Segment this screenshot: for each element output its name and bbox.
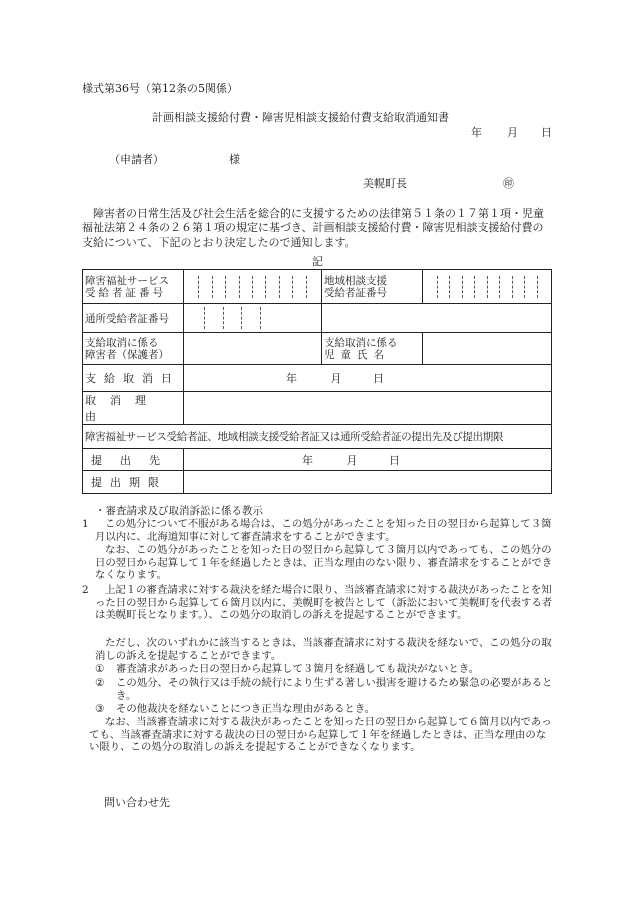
row-deadline — [83, 471, 552, 494]
svc-cert-label — [83, 270, 184, 304]
daycare-cert-blank — [322, 304, 552, 333]
cancel-person-value[interactable] — [184, 333, 322, 365]
notice-sub-2-number: ② — [95, 677, 105, 689]
cancel-child-label-1: 支給取消に係る — [324, 336, 398, 349]
submit-date-day: 日 — [389, 453, 400, 467]
regional-cert-number-boxes[interactable] — [423, 270, 552, 304]
intro-paragraph: 障害者の日常生活及び社会生活を総合的に支援するための法律第５１条の１７第１項・児童福祉法第２４条の２６第１項の規定に基づき、計画相談支援給付費・障害児相談支援給付費の支給について、下記のとおり決定したので通知します。 — [82, 207, 544, 249]
notice-item-2-note: ただし、次のいずれかに該当するときは、当該審査請求に対する裁決を経ないで、この処分の取消しの訴えを提起することができます。 — [95, 637, 552, 662]
notice-sub-2: この処分、その執行又は手続の続行により生ずる著しい損害を避けるため緊急の必要があるとき。 — [116, 677, 553, 702]
notice-sub-3: その他裁決を経ないことにつき正当な理由があるとき。 — [116, 703, 376, 715]
notice-heading: ・審査請求及び取消訴訟に係る教示 — [95, 505, 263, 517]
cancel-person-label-1: 支給取消に係る — [85, 336, 159, 349]
cancel-date-value[interactable] — [184, 365, 552, 392]
deadline-label: 提出期限 — [83, 471, 184, 494]
cancel-date-month: 月 — [330, 372, 342, 385]
submit-date-month: 月 — [346, 453, 358, 467]
daycare-cert-label: 通所受給者証番号 — [83, 304, 184, 333]
deadline-value[interactable] — [184, 471, 552, 494]
info-table — [82, 269, 552, 494]
cancel-person-label-2: 障害者（保護者） — [85, 348, 169, 361]
row-submit-to — [83, 449, 552, 471]
notice-item-1: この処分について不服がある場合は、この処分があったことを知った日の翌日から起算して３箇月以内に、北海道知事に対して審査請求をすることができます。 — [95, 518, 552, 543]
cancel-date-year: 年 — [286, 372, 297, 385]
cancel-date-day: 日 — [373, 372, 384, 385]
regional-cert-label — [322, 270, 423, 304]
date-month: 月 — [507, 126, 518, 139]
row-cancel-date — [83, 365, 552, 392]
svc-cert-label-2: 受給者証番号 — [85, 286, 166, 299]
cancel-child-label — [322, 333, 423, 365]
sender-name: 美幌町長 — [363, 177, 407, 190]
cancel-person-label — [83, 333, 184, 365]
row-reason — [83, 392, 552, 425]
cancel-child-value[interactable] — [423, 333, 552, 365]
notice-item-1-number: 1 — [82, 518, 89, 530]
date-day: 日 — [541, 126, 552, 139]
honorific: 様 — [229, 153, 240, 166]
notice-item-2: 上記１の審査請求に対する裁決を経た場合に限り、当該審査請求に対する裁決があったことを知った日の翌日から起算して６箇月以内に、美幌町を被告として（訴訟において美幌町を代表する者は美幌町長となります。）、この処分の取消しの訴えを提起することができます。 — [95, 584, 553, 622]
notice-sub-1-number: ① — [95, 663, 105, 675]
submission-note: 障害福祉サービス受給者証、地域相談支援受給者証又は通所受給者証の提出先及び提出期限 — [83, 425, 552, 449]
ki-heading: 記 — [312, 255, 323, 268]
document-title: 計画相談支援給付費・障害児相談支援給付費支給取消通知書 — [152, 111, 449, 124]
reason-label: 取消理由 — [83, 392, 184, 425]
submit-date-year: 年 — [302, 453, 313, 467]
form-number: 様式第36号（第12条の5関係） — [82, 82, 238, 95]
notice-sub-1: 審査請求があった日の翌日から起算して３箇月を経過しても裁決がないとき。 — [116, 663, 480, 675]
regional-cert-label-1: 地域相談支援 — [324, 274, 387, 287]
row-cert-numbers — [83, 270, 552, 304]
notice-item-1-note: なお、この処分があったことを知った日の翌日から起算して３箇月以内であっても、この処分の日の翌日から起算して１年を経過したときは、正当な理由のない限り、審査請求をすることができなくなります。 — [95, 544, 553, 582]
submit-to-value[interactable] — [184, 449, 552, 471]
applicant-label: （申請者） — [109, 153, 164, 166]
row-submission-note — [83, 425, 552, 449]
cancel-child-label-2: 児童氏名 — [324, 348, 390, 361]
svc-cert-label-1: 障害福祉サービス — [85, 274, 169, 287]
contact-label: 問い合わせ先 — [104, 796, 170, 809]
notice-sub-3-number: ③ — [95, 703, 105, 715]
daycare-cert-number-boxes[interactable] — [184, 304, 322, 333]
submit-to-label: 提出先 — [83, 449, 184, 471]
row-cancel-person — [83, 333, 552, 365]
notice-item-2-number: 2 — [82, 584, 89, 596]
regional-cert-label-2: 受給者証番号 — [324, 286, 387, 299]
reason-value[interactable] — [184, 392, 552, 425]
seal-mark: ㊞ — [503, 177, 514, 190]
notice-closing: なお、当該審査請求に対する裁決があったことを知った日の翌日から起算して６箇月以内であっても、当該審査請求に対する裁決の日の翌日から起算して１年を経過したときは、正当な理由のない限り、この処分の取消しの訴えを提起することができなくなります。 — [89, 716, 552, 754]
cancel-date-label: 支給取消日 — [83, 365, 184, 392]
row-daycare-cert — [83, 304, 552, 333]
svc-cert-number-boxes[interactable] — [184, 270, 322, 304]
date-year: 年 — [471, 126, 482, 139]
